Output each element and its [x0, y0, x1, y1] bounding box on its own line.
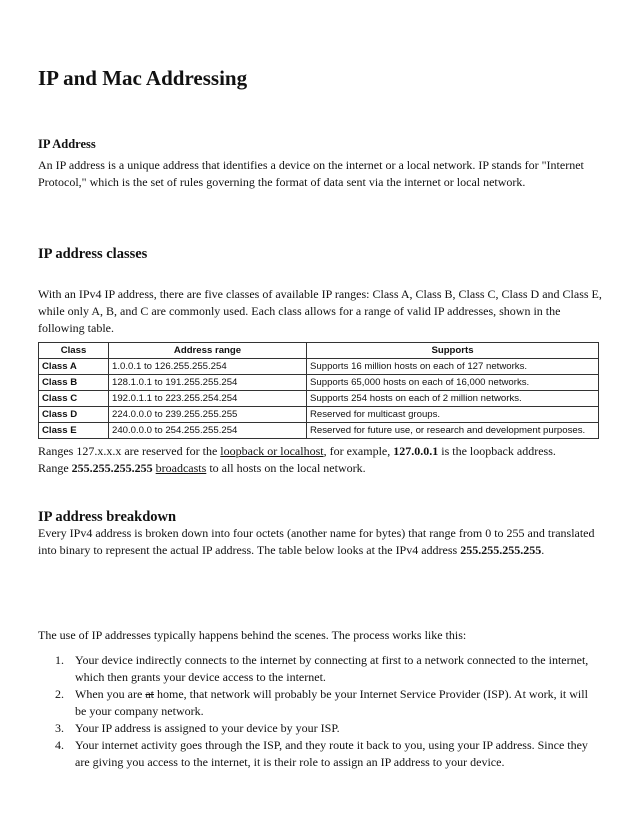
- list-item-number: 3.: [55, 721, 64, 735]
- table-cell-class: Class E: [39, 423, 109, 439]
- list-item-number: 2.: [55, 687, 64, 701]
- section-heading-ip-address: IP Address: [38, 137, 96, 151]
- ranges-paragraph: [38, 443, 603, 477]
- table-header-supports: Supports: [307, 343, 599, 359]
- table-cell-class: Class C: [39, 391, 109, 407]
- breakdown-address: 255.255.255.255: [460, 543, 542, 557]
- ranges-text: is the loopback address.: [438, 444, 556, 458]
- section-heading-ip-breakdown: IP address breakdown: [38, 509, 177, 525]
- table-cell-class: Class B: [39, 375, 109, 391]
- table-row: [39, 423, 599, 439]
- table-cell-class: Class D: [39, 407, 109, 423]
- ip-classes-paragraph: With an IPv4 IP address, there are five classes of available IP ranges: Class A, Class B, Class C, Class D and Class E, while only A, B, and C are commonly used. Each class allows for a range of valid IP addresses, shown in the following table.: [38, 287, 602, 335]
- broadcasts-link[interactable]: broadcasts: [155, 461, 207, 475]
- loopback-link[interactable]: loopback or localhost: [220, 444, 324, 458]
- table-cell-supports: Reserved for future use, or research and development purposes.: [307, 423, 599, 439]
- list-item-text: Your device indirectly connects to the internet by connecting at first to a network connected to the internet, which then grants your device access to the internet.: [75, 653, 589, 684]
- ip-address-paragraph: An IP address is a unique address that identifies a device on the internet or a local network. IP stands for "Internet Protocol," which is the set of rules governing the format of data sent via the internet or local network.: [38, 158, 584, 189]
- ip-breakdown-paragraph: [38, 525, 603, 559]
- process-intro-paragraph: The use of IP addresses typically happens behind the scenes. The process works like this:: [38, 628, 467, 642]
- loopback-address: 127.0.0.1: [393, 444, 439, 458]
- table-cell-range: 240.0.0.0 to 254.255.255.254: [109, 423, 307, 439]
- list-item-number: 4.: [55, 738, 64, 752]
- table-header-row: [39, 343, 599, 359]
- table-header-address-range: Address range: [109, 343, 307, 359]
- ranges-text: Range: [38, 461, 72, 475]
- section-heading-ip-classes: IP address classes: [38, 246, 148, 262]
- list-item: [38, 652, 598, 686]
- struck-word: at: [145, 687, 154, 701]
- ip-classes-table: [38, 342, 599, 439]
- list-item: [38, 686, 598, 720]
- list-item: [38, 720, 598, 737]
- list-item-number: 1.: [55, 653, 64, 667]
- page-title: IP and Mac Addressing: [38, 66, 248, 90]
- list-item: [38, 737, 598, 771]
- list-item-text: Your IP address is assigned to your device by your ISP.: [75, 721, 340, 735]
- table-cell-range: 192.0.1.1 to 223.255.254.254: [109, 391, 307, 407]
- table-cell-range: 128.1.0.1 to 191.255.255.254: [109, 375, 307, 391]
- table-cell-supports: Supports 65,000 hosts on each of 16,000 networks.: [307, 375, 599, 391]
- table-cell-supports: Supports 254 hosts on each of 2 million networks.: [307, 391, 599, 407]
- table-cell-range: 224.0.0.0 to 239.255.255.255: [109, 407, 307, 423]
- list-item-text: home, that network will probably be your Internet Service Provider (ISP). At work, it will be your company network.: [75, 687, 588, 718]
- table-row: [39, 375, 599, 391]
- table-cell-supports: Reserved for multicast groups.: [307, 407, 599, 423]
- list-item-text: Your internet activity goes through the ISP, and they route it back to you, using your IP address. Since they are giving you access to the internet, it is their role to assign an IP address to your device.: [75, 738, 588, 769]
- process-steps-list: [38, 652, 598, 771]
- ranges-text: Ranges 127.x.x.x are reserved for the: [38, 444, 221, 458]
- table-cell-supports: Supports 16 million hosts on each of 127 networks.: [307, 359, 599, 375]
- list-item-text: When you are: [75, 687, 146, 701]
- ranges-text: to all hosts on the local network.: [206, 461, 366, 475]
- ranges-text: , for example,: [323, 444, 394, 458]
- table-header-class: Class: [39, 343, 109, 359]
- broadcast-address: 255.255.255.255: [71, 461, 153, 475]
- breakdown-text-end: .: [541, 543, 545, 557]
- table-cell-range: 1.0.0.1 to 126.255.255.254: [109, 359, 307, 375]
- table-row: [39, 359, 599, 375]
- table-cell-class: Class A: [39, 359, 109, 375]
- table-row: [39, 391, 599, 407]
- breakdown-text: Every IPv4 address is broken down into four octets (another name for bytes) that range from 0 to 255 and translated into binary to represent the actual IP address. The table below looks at the IPv4 address: [38, 526, 595, 557]
- table-row: [39, 407, 599, 423]
